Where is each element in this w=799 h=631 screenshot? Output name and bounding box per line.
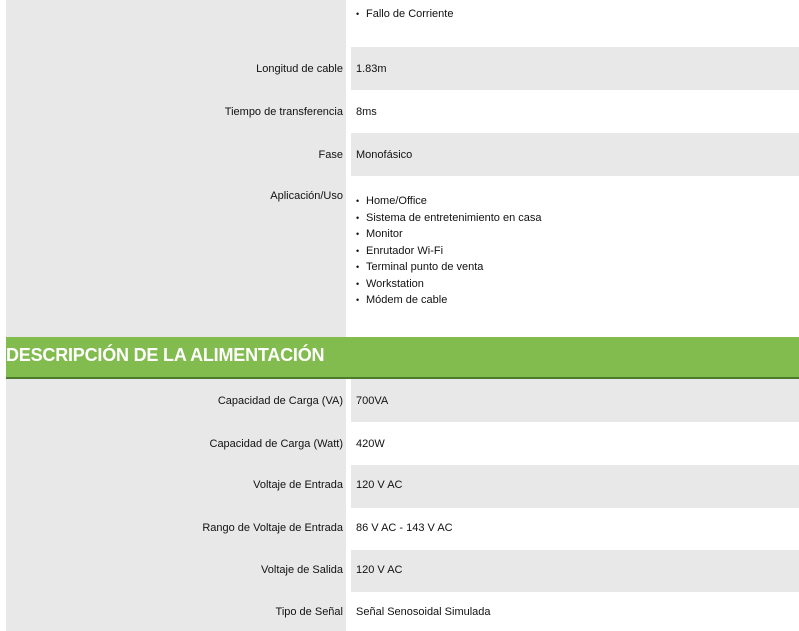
spec-label-cell — [6, 508, 346, 550]
spec-label-cell — [6, 47, 346, 90]
spec-label: Tiempo de transferencia — [224, 106, 343, 118]
spec-label-cell — [6, 379, 346, 422]
spec-value: 120 V AC — [356, 564, 403, 576]
bullet-list — [356, 6, 453, 23]
spec-label: Capacidad de Carga (VA) — [217, 395, 343, 407]
spec-row-output-voltage — [0, 550, 799, 592]
spec-value-cell — [351, 592, 799, 631]
spec-value: Señal Senosoidal Simulada — [356, 606, 491, 618]
spec-label: Voltaje de Salida — [261, 564, 343, 576]
spec-value-cell — [351, 176, 799, 337]
spec-row-application — [0, 176, 799, 337]
spec-value: Monofásico — [356, 149, 413, 161]
spec-value-cell — [351, 422, 799, 465]
list-item: • Fallo de Corriente — [356, 6, 453, 23]
spec-value-cell — [351, 508, 799, 550]
list-item: • Sistema de entretenimiento en casa — [356, 210, 542, 227]
spec-value-cell — [351, 47, 799, 90]
spec-label-cell — [6, 90, 346, 133]
section-header — [6, 337, 799, 379]
spec-value: 700VA — [356, 395, 389, 407]
spec-label-cell — [6, 176, 346, 337]
list-item: • Workstation — [356, 276, 542, 293]
spec-label: Fase — [318, 149, 343, 161]
spec-value: 1.83m — [356, 63, 387, 75]
spec-value-cell — [351, 90, 799, 133]
list-item: • Terminal punto de venta — [356, 259, 542, 276]
list-item: • Enrutador Wi-Fi — [356, 243, 542, 260]
spec-row-capacity-watt — [0, 422, 799, 465]
spec-label-cell — [6, 0, 346, 47]
spec-row-signal-type — [0, 592, 799, 631]
spec-row-cable-length — [0, 47, 799, 90]
list-item: • Monitor — [356, 226, 542, 243]
spec-value-cell — [351, 465, 799, 508]
spec-row-input-voltage — [0, 465, 799, 508]
spec-row-input-range — [0, 508, 799, 550]
spec-label-cell — [6, 422, 346, 465]
spec-label: Aplicación/Uso — [270, 190, 343, 202]
section-title: DESCRIPCIÓN DE LA ALIMENTACIÓN — [6, 345, 325, 365]
spec-value-cell — [351, 550, 799, 592]
spec-value: 120 V AC — [356, 479, 403, 491]
spec-value-cell — [351, 0, 799, 47]
spec-row-phase — [0, 133, 799, 176]
spec-label: Tipo de Señal — [275, 606, 343, 618]
spec-value: 420W — [356, 438, 385, 450]
spec-value: 8ms — [356, 106, 377, 118]
spec-label-cell — [6, 133, 346, 176]
bullet-list — [356, 193, 542, 309]
spec-label: Rango de Voltaje de Entrada — [202, 522, 343, 534]
list-item: • Home/Office — [356, 193, 542, 210]
spec-label: Longitud de cable — [256, 63, 343, 75]
spec-row-transfer-time — [0, 90, 799, 133]
spec-row-capacity-va — [0, 379, 799, 422]
spec-label: Voltaje de Entrada — [253, 479, 343, 491]
spec-row-partial — [0, 0, 799, 47]
list-item: • Módem de cable — [356, 292, 542, 309]
spec-label-cell — [6, 465, 346, 508]
spec-label-cell — [6, 550, 346, 592]
spec-value-cell — [351, 133, 799, 176]
spec-value: 86 V AC - 143 V AC — [356, 522, 453, 534]
spec-label: Capacidad de Carga (Watt) — [209, 438, 343, 450]
spec-label-cell — [6, 592, 346, 631]
spec-value-cell — [351, 379, 799, 422]
